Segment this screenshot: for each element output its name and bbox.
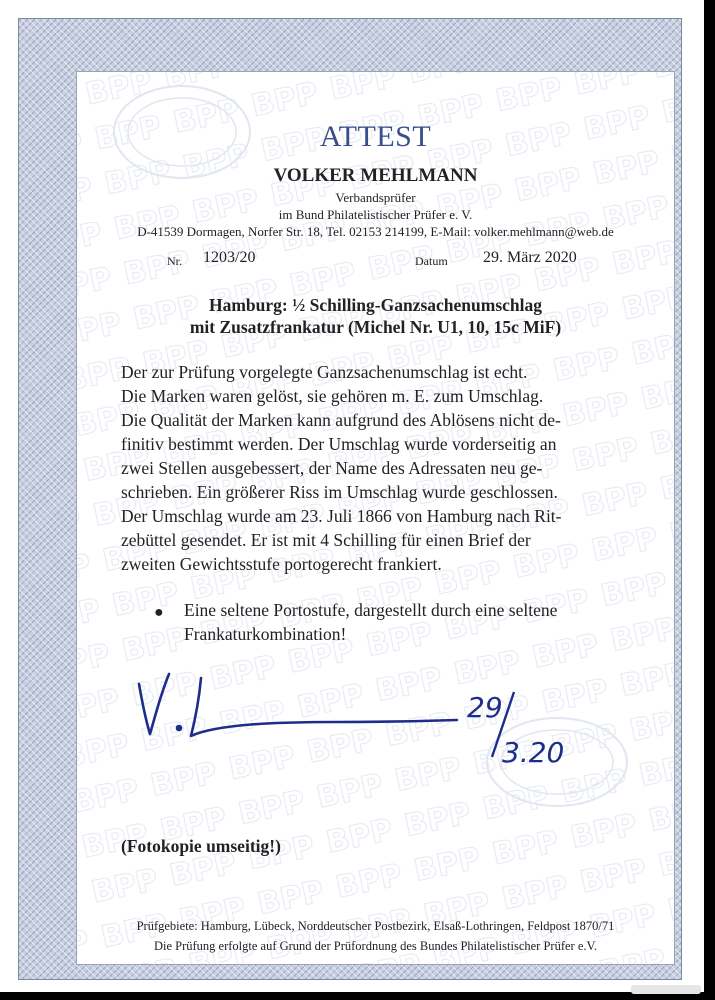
signature-day: 29 (467, 691, 503, 724)
bullet-icon: ● (154, 604, 164, 621)
certificate-number: 1203/20 (203, 249, 256, 266)
handwritten-signature (127, 662, 597, 772)
subject-line-1: Hamburg: ½ Schilling-Ganzsachenumschlag (208, 295, 543, 315)
signature-month-year: 3.20 (502, 736, 565, 769)
body-line: schrieben. Ein größerer Riss im Umschlag wurde geschlossen. (121, 482, 558, 502)
body-line: Der Umschlag wurde am 23. Juli 1866 von Hamburg nach Rit- (121, 506, 562, 526)
attest-title: ATTEST (319, 120, 432, 153)
subject-line-2: mit Zusatzfrankatur (Michel Nr. U1, 10, 15c MiF) (189, 317, 562, 337)
body-line: zebüttel gesendet. Er ist mit 4 Schilling für einen Brief der (121, 530, 531, 550)
footer-regulation: Die Prüfung erfolgte auf Grund der Prüfordnung des Bundes Philatelistischer Prüfer e.V. (153, 939, 598, 953)
footer-fields: Prüfgebiete: Hamburg, Lübeck, Norddeutscher Postbezirk, Elsaß-Lothringen, Feldpost 1870/71 (136, 919, 615, 933)
bullet-line: Frankaturkombination! (184, 624, 347, 644)
certificate-date: 29. März 2020 (483, 249, 577, 266)
examiner-role: Verbandsprüfer (335, 190, 416, 205)
body-line: zwei Stellen ausgebessert, der Name des Adressaten neu ge- (121, 458, 543, 478)
body-line: Der zur Prüfung vorgelegte Ganzsachenumschlag ist echt. (121, 362, 528, 382)
corner-badge (631, 985, 701, 994)
body-line: Die Qualität der Marken kann aufgrund des Ablösens nicht de- (121, 410, 561, 430)
examiner-name: VOLKER MEHLMANN (273, 165, 478, 186)
examiner-association: im Bund Philatelistischer Prüfer e. V. (278, 207, 473, 222)
body-line: Die Marken waren gelöst, sie gehören m. E. zum Umschlag. (121, 386, 544, 406)
body-line: zweiten Gewichtsstufe portogerecht frankiert. (121, 554, 442, 574)
bullet-line: Eine seltene Portostufe, dargestellt durch eine seltene (184, 600, 558, 620)
examiner-address: D-41539 Dormagen, Norfer Str. 18, Tel. 02153 214199, E-Mail: volker.mehlmann@web.de (137, 224, 614, 239)
body-line: finitiv bestimmt werden. Der Umschlag wurde vorderseitig an (121, 434, 557, 454)
certificate-panel (76, 71, 675, 965)
photocopy-note: (Fotokopie umseitig!) (121, 836, 281, 856)
guilloche-border (18, 18, 682, 980)
number-label: Nr. (167, 254, 182, 268)
date-label: Datum (415, 254, 448, 268)
